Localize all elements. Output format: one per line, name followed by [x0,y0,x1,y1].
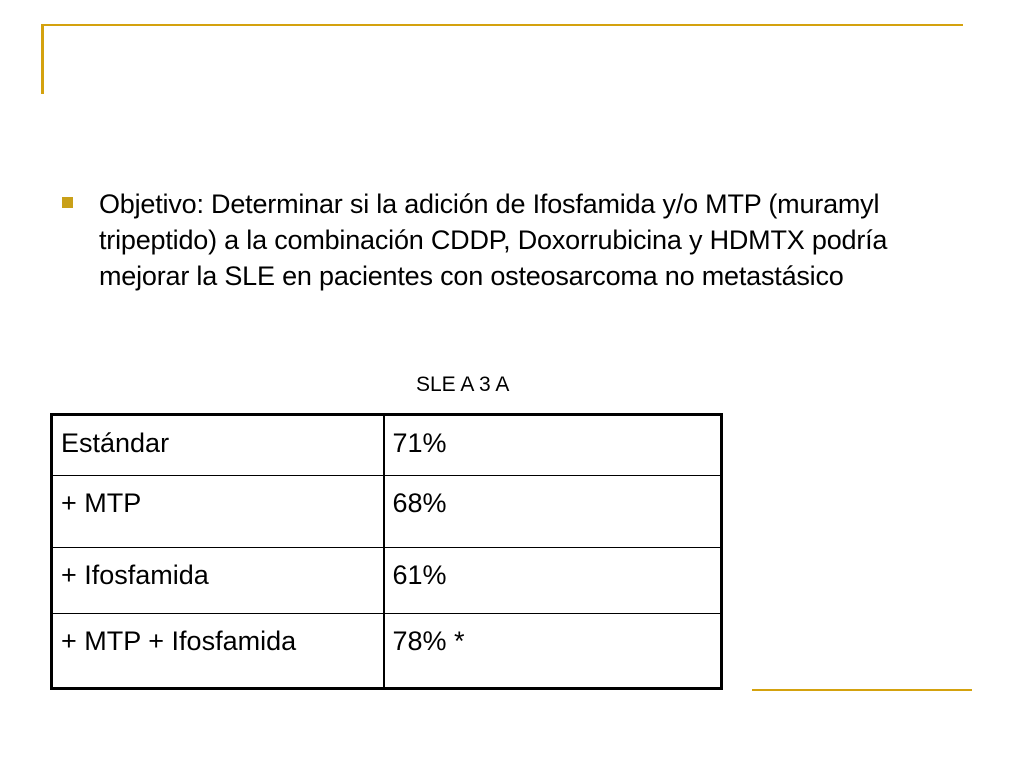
table-cell-value: 71% [384,415,722,476]
table-row [52,614,722,689]
table-cell-arm: Estándar [52,415,384,476]
square-bullet-icon [62,197,73,208]
bullet-item [62,186,892,294]
decorative-bottom-line [752,689,972,691]
table-cell-value: 68% [384,476,722,548]
table-cell-arm: + Ifosfamida [52,548,384,614]
table-row [52,415,722,476]
table-cell-arm: + MTP [52,476,384,548]
decorative-vertical-line [41,24,44,94]
decorative-top-line [41,24,963,26]
bullet-text: Objetivo: Determinar si la adición de Ifosfamida y/o MTP (muramyl tripeptido) a la combinación CDDP, Doxorrubicina y HDMTX podría mejorar la SLE en pacientes con osteosarcoma no metastásico [99,189,888,291]
table-row [52,476,722,548]
results-table [50,413,723,690]
table-cell-value: 78% * [384,614,722,689]
table-caption: SLE A 3 A [416,373,510,396]
table-cell-value: 61% [384,548,722,614]
table-row [52,548,722,614]
table-cell-arm: + MTP + Ifosfamida [52,614,384,689]
